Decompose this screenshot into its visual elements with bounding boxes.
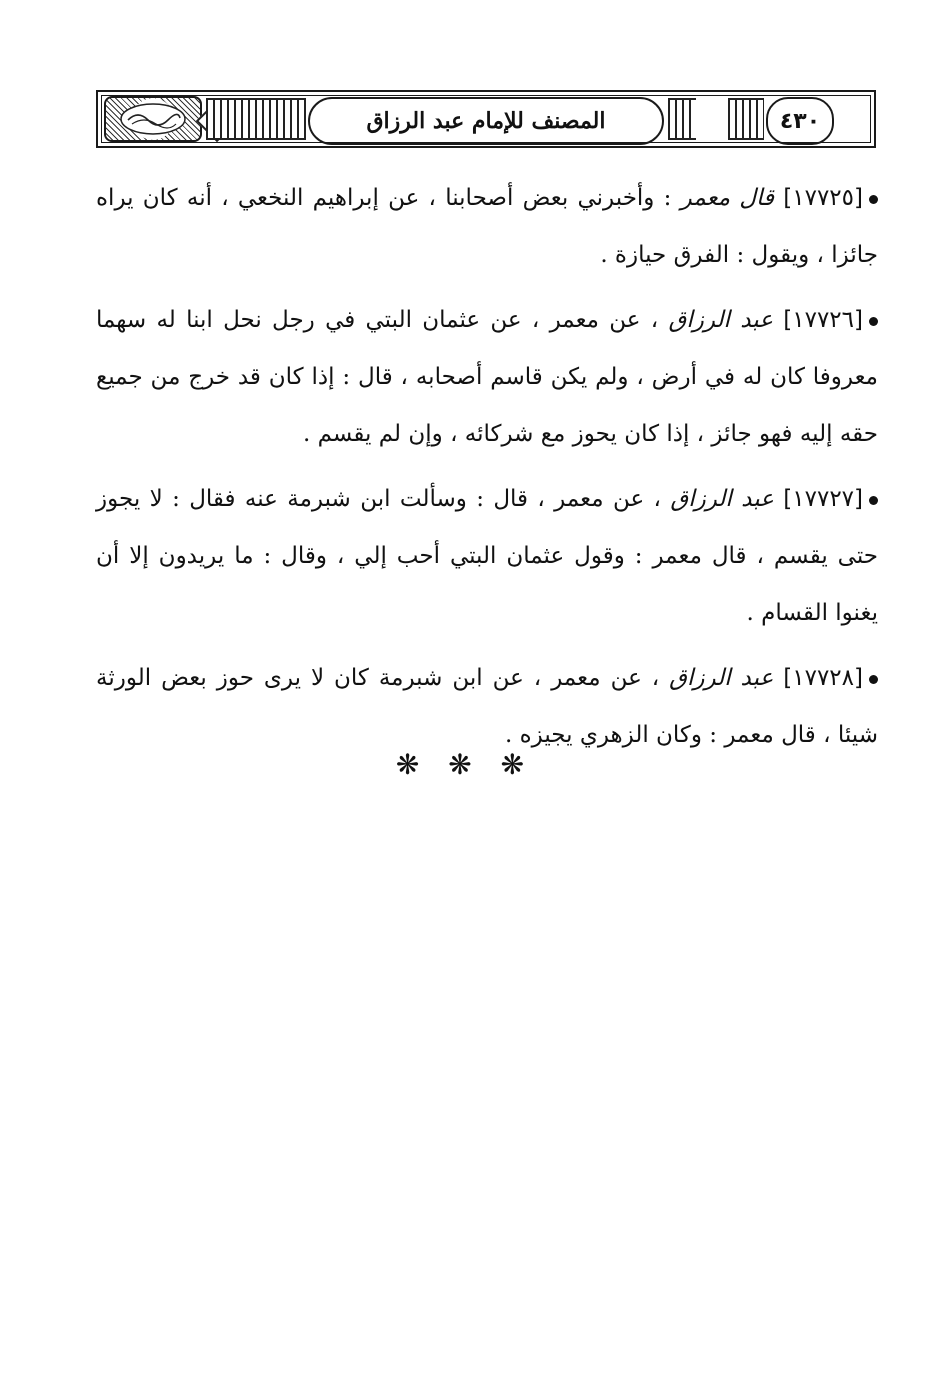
page-header <box>96 90 876 148</box>
left-ornament-band <box>206 98 306 140</box>
narrator-name: قال معمر <box>680 185 775 211</box>
narrator-name: عبد الرزاق <box>670 486 774 512</box>
title-cartouche <box>308 97 664 145</box>
entry-text: : وأخبرني بعض أصحابنا ، عن إبراهيم النخعي ، أنه كان يراه جائزا ، ويقول : الفرق حيازة . <box>96 185 878 268</box>
right-ornament-band-inner <box>668 98 696 140</box>
section-divider: ❋ ❋ ❋ <box>395 748 535 781</box>
entry-number: [١٧٧٢٦] <box>783 307 863 333</box>
page-body <box>96 170 878 772</box>
bullet-icon <box>869 675 878 684</box>
bullet-icon <box>869 496 878 505</box>
hadith-entry-17728 <box>96 650 878 764</box>
narrator-name: عبد الرزاق <box>668 307 773 333</box>
entry-number: [١٧٧٢٥] <box>783 185 864 211</box>
book-seal-logo <box>104 96 202 142</box>
running-title: المصنف للإمام عبد الرزاق <box>366 108 606 134</box>
hadith-entry-17727 <box>96 471 878 642</box>
entry-text: ، عن معمر ، عن عثمان البتي في رجل نحل ابنا له سهما معروفا كان له في أرض ، ولم يكن قاسم أصحابه ، قال : إذا كان قد خرج من جميع حقه إليه فهو جائز ، إذا كان يحوز مع شركائه ، وإن لم يقسم . <box>96 307 878 447</box>
bullet-icon <box>869 195 878 204</box>
entry-text: ، عن معمر ، قال : وسألت ابن شبرمة عنه فقال : لا يجوز حتى يقسم ، قال معمر : وقول عثمان البتي أحب إلي ، وقال : ما يريدون إلا أن يغنوا القسام . <box>96 486 878 626</box>
page-number: ٤٣٠ <box>779 108 821 134</box>
page-number-badge <box>766 97 834 145</box>
right-ornament-band <box>728 98 764 140</box>
narrator-name: عبد الرزاق <box>669 665 774 691</box>
entry-number: [١٧٧٢٧] <box>783 486 864 512</box>
bullet-icon <box>869 317 878 326</box>
hadith-entry-17725 <box>96 170 878 284</box>
entry-number: [١٧٧٢٨] <box>783 665 864 691</box>
entry-text: ، عن معمر ، عن ابن شبرمة كان لا يرى حوز بعض الورثة شيئا ، قال معمر : وكان الزهري يجيزه . <box>96 665 878 748</box>
hadith-entry-17726 <box>96 292 878 463</box>
